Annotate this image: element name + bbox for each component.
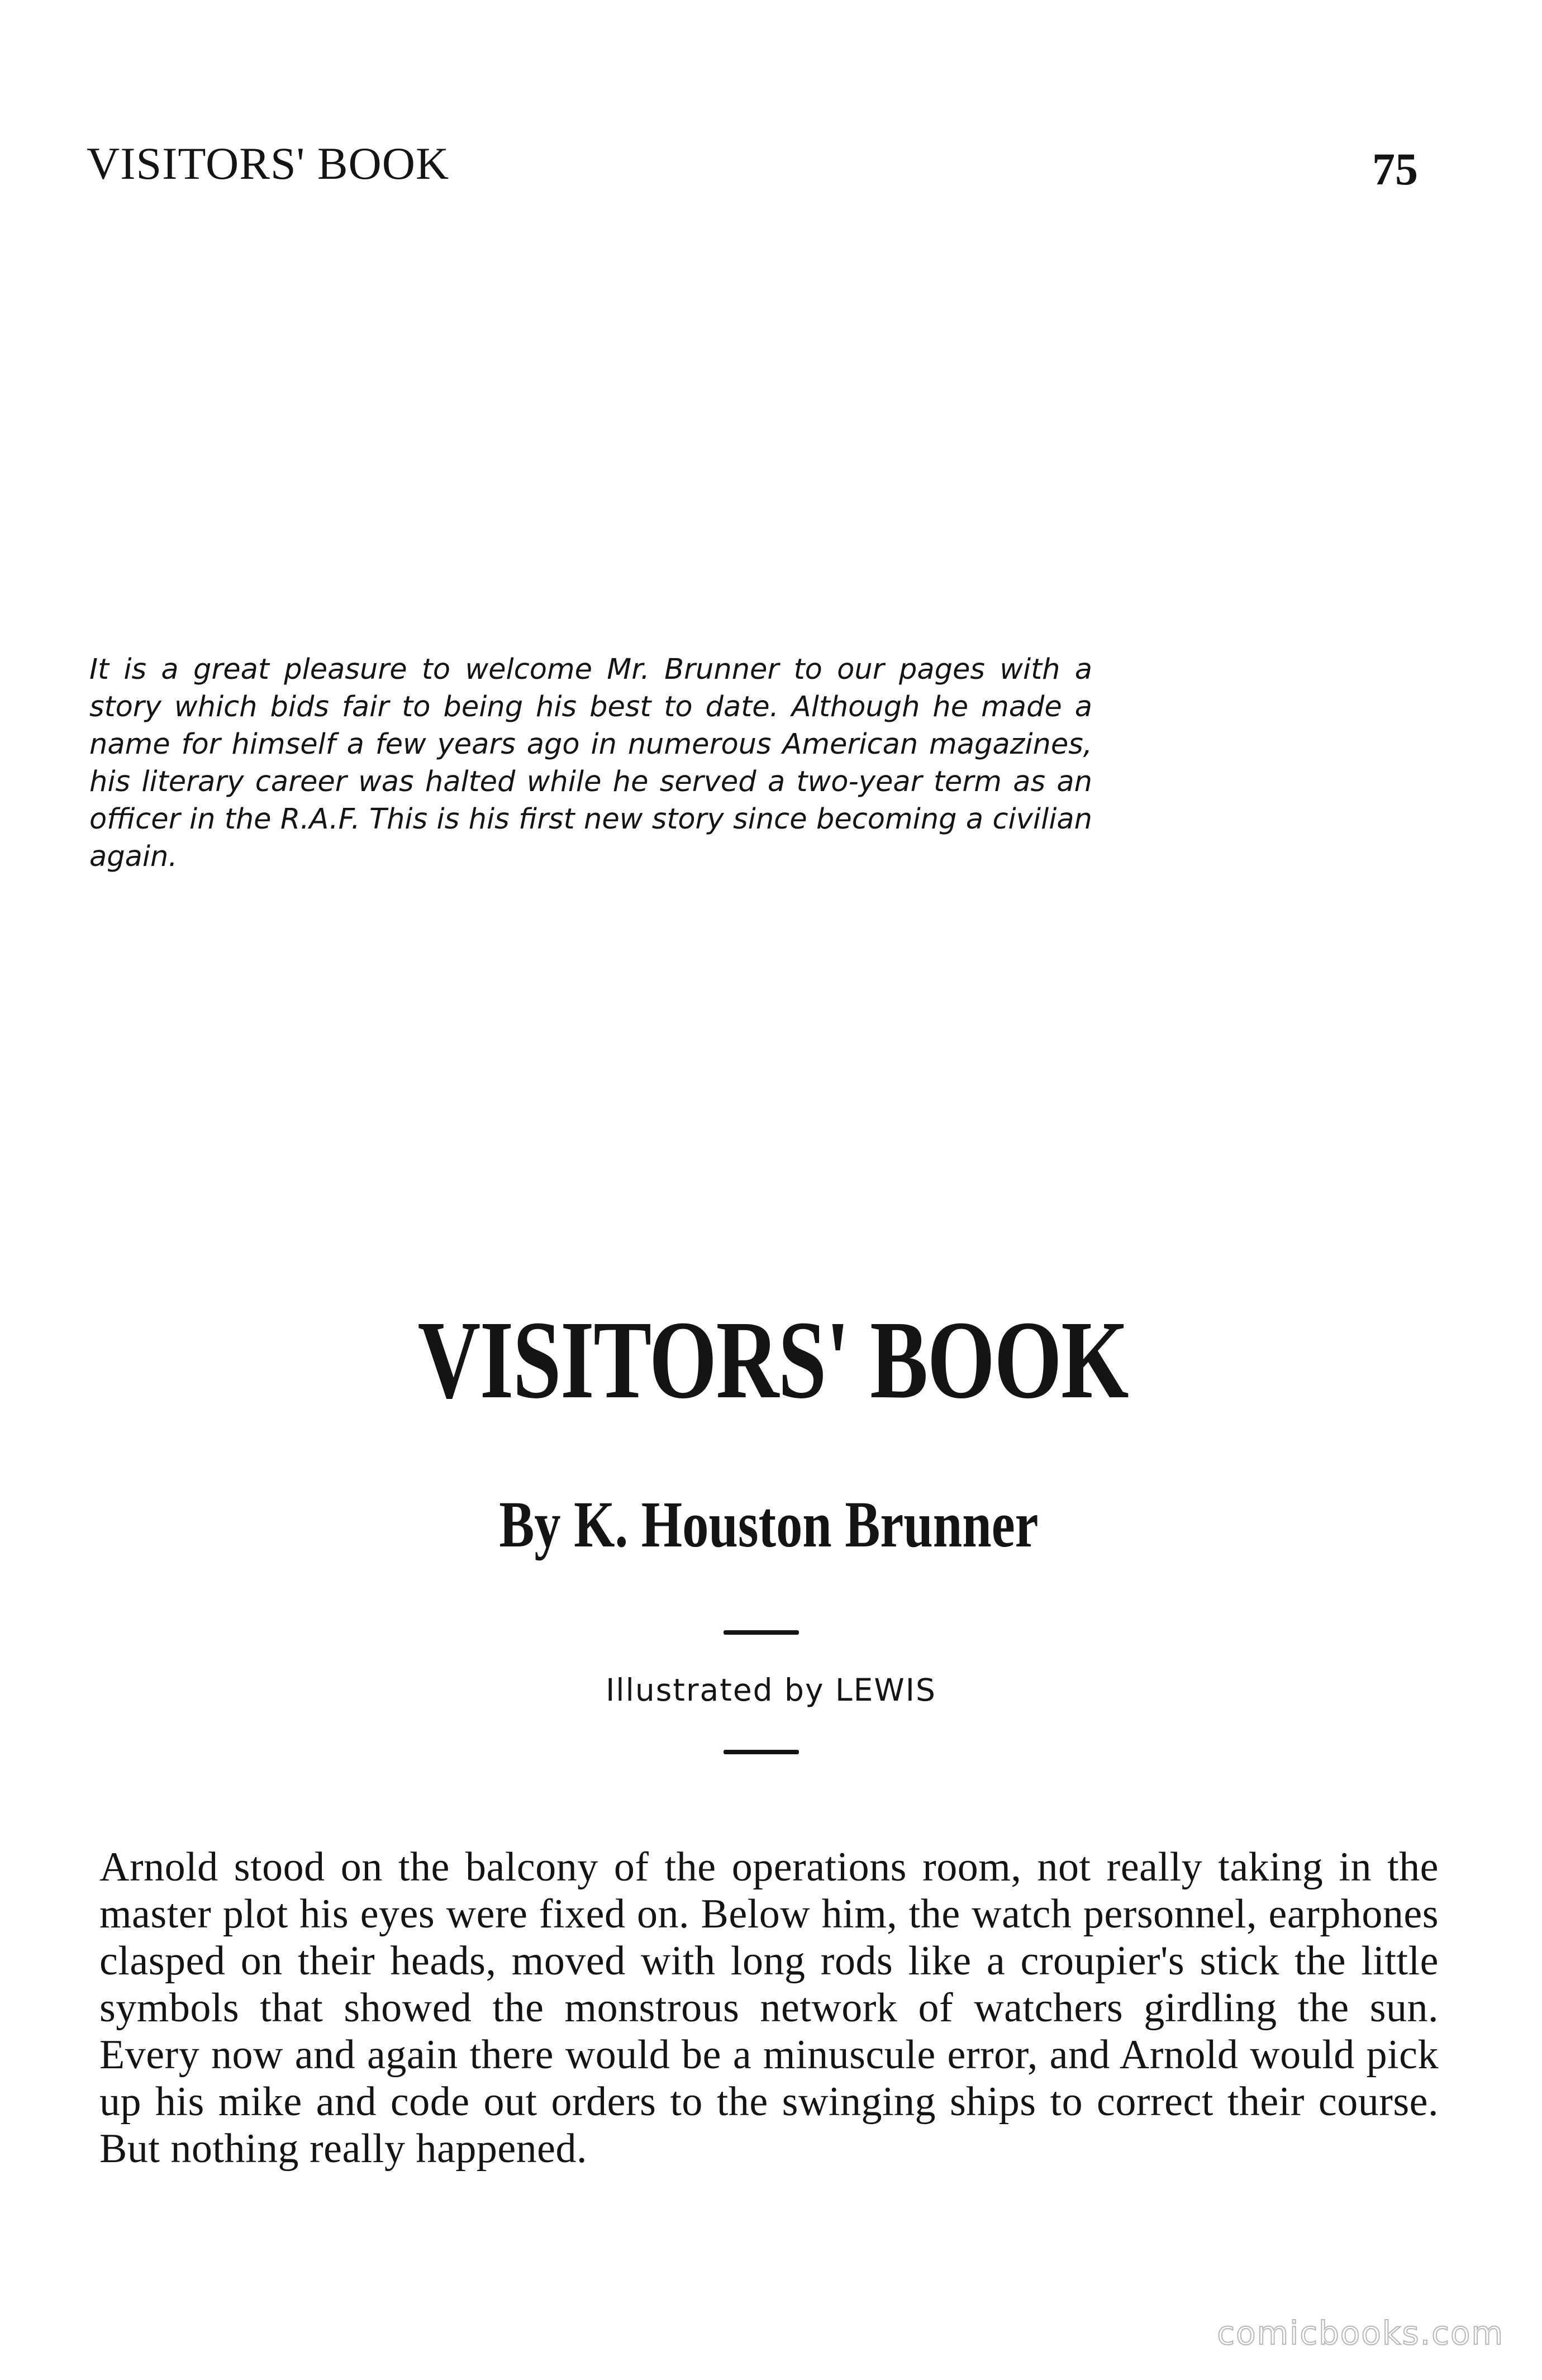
page-number: 75 (1372, 144, 1418, 194)
illustrator-credit: Illustrated by LEWIS (606, 1672, 936, 1708)
divider-rule-bottom (724, 1750, 799, 1754)
divider-rule-top (724, 1630, 799, 1635)
byline: By K. Houston Brunner (499, 1488, 1039, 1561)
body-paragraph: Arnold stood on the balcony of the operations room, not really taking in the master plot his eyes were fixed on. Below him, the watch personnel, earphones clasped on their heads, moved with long rods like a croupier's stick the little symbols that showed the monstrous network of watchers girdling the sun. Every now and again there would be a minuscule error, and Arnold would pick up his mike and code out orders to the swinging ships to correct their course. But nothing really happened. (99, 1844, 1439, 2172)
story-title: VISITORS' BOOK (417, 1298, 1128, 1422)
watermark: comicbooks.com (1217, 2314, 1504, 2352)
running-head: VISITORS' BOOK (87, 138, 450, 189)
intro-paragraph: It is a great pleasure to welcome Mr. Brunner to our pages with a story which bids fair to being his best to date. Although he made a name for himself a few years ago in numerous American magazines, his literary career was halted while he served a two-year term as an officer in the R.A.F. This is his first new story since becoming a civilian again. (89, 653, 1092, 873)
